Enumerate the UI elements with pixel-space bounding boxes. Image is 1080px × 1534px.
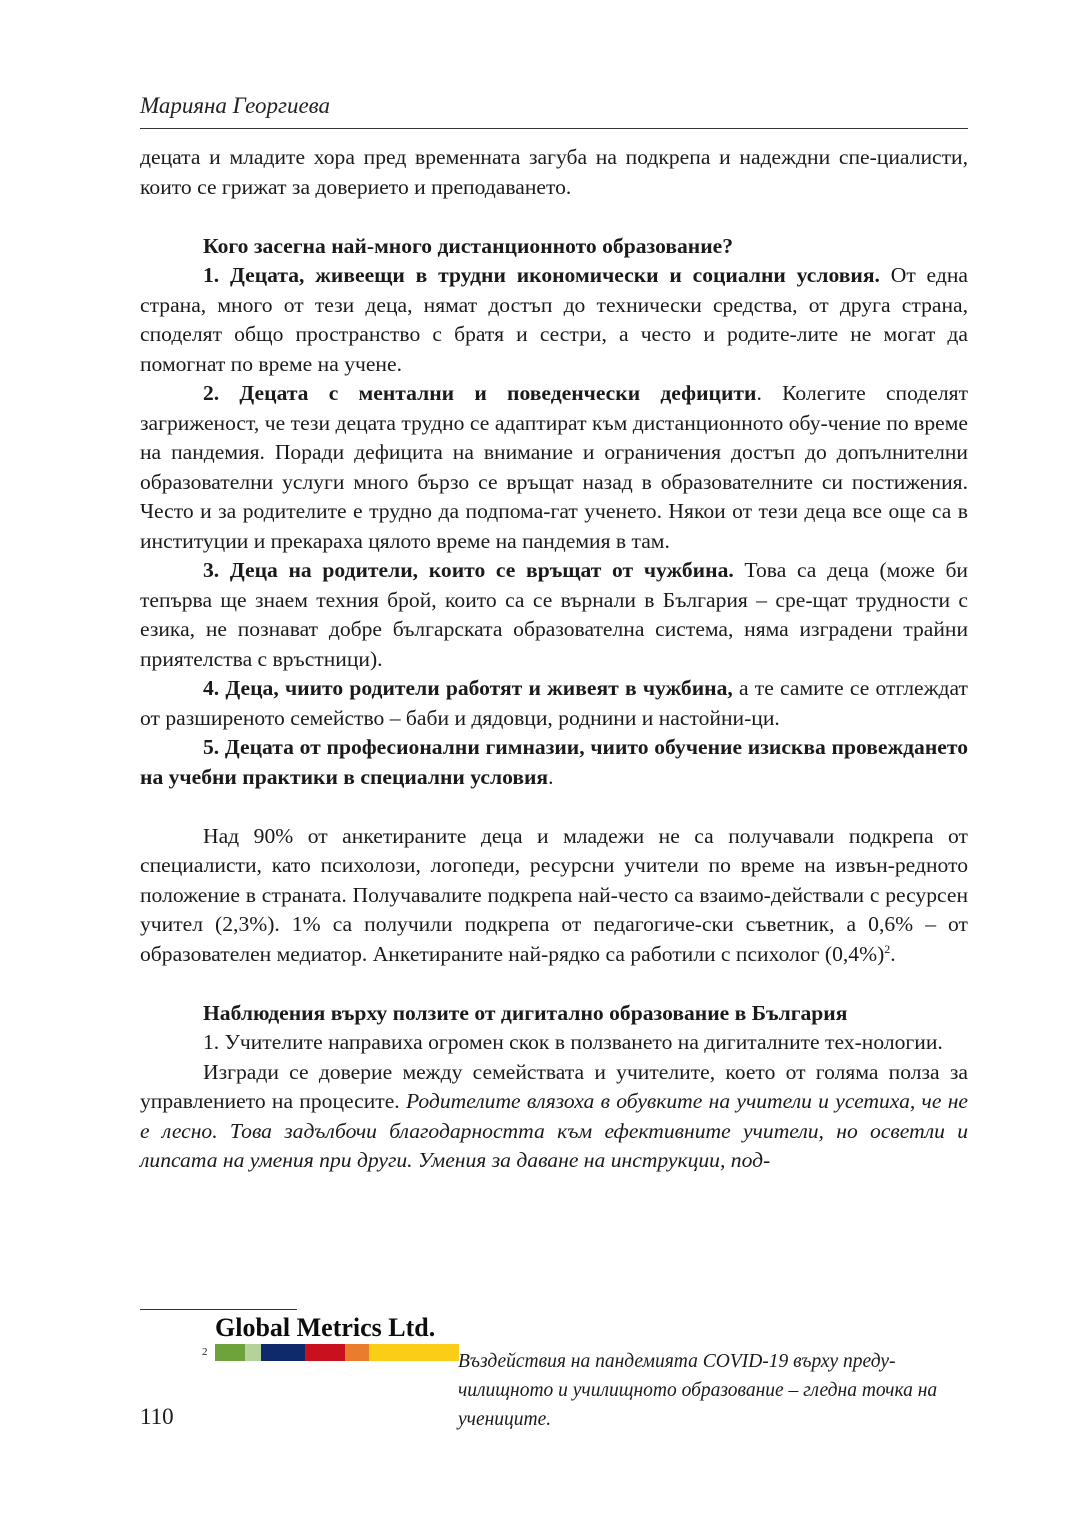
list-item [140, 261, 968, 379]
list-item-text: а те самите се отглеждат от разширеното семейство – баби и дядовци, роднини и настойни-ци. [140, 676, 968, 730]
intro-paragraph: децата и младите хора пред временната загуба на подкрепа и надеждни спе-циалисти, които се грижат за доверието и преподаването. [140, 145, 968, 199]
list-item-title: 1. Децата, живеещи в трудни икономически и социални условия. [203, 263, 880, 287]
footnote-text: Въздействия на пандемията COVID-19 върху преду-чилищното и училищното образование – гледна точка на учениците. [458, 1351, 938, 1430]
list-item-title: 3. Деца на родители, които се връщат от чужбина. [203, 558, 734, 582]
section-heading-observations: Наблюдения върху ползите от дигитално образование в България [203, 1000, 848, 1025]
list-item [140, 379, 968, 556]
running-head-author: Марияна Георгиева [140, 93, 330, 118]
header-rule [140, 128, 968, 129]
observation-1: 1. Учителите направиха огромен скок в ползването на дигиталните тех-нологии. [203, 1030, 943, 1054]
observation-2: Изгради се доверие между семействата и учителите, което от голяма полза за управлението на процесите. Родителите влязоха в обувките на учители и усетиха, че не е лесно. Това задълбочи благодарността към ефективните учители, но осветли и липсата на умения при други. Умения за даване на инструкции, под- [140, 1059, 969, 1172]
footnote-reference: 2 [884, 941, 891, 956]
list-item-title: 2. Децата с ментални и поведенчески дефицити [203, 381, 757, 405]
list-item [140, 674, 968, 733]
watermark-logo-text: Global Metrics Ltd. [215, 1313, 436, 1342]
list-item [140, 733, 968, 792]
stats-paragraph: Над 90% от анкетираните деца и младежи не са получавали подкрепа от специалисти, като психолози, логопеди, ресурсни учители по време на извън-редното положение в страната. Получавалите подкрепа най-често са взаимо-действали с ресурсен учител (2,3%). 1% са получили подкрепа от педагогиче-ски съветник, а 0,6% – от образователен медиатор. Анкетираните най-рядко са работили с психолог $(0,4\%)^2$. [140, 823, 968, 966]
body-text [140, 143, 968, 1176]
list-item-text: . Колегите споделят загриженост, че тези децата трудно се адаптират към дистанционното обу-чение по време на пандемия. Поради дефицита на внимание и ограничения достъп до допълнителни образователни услуги много бързо се връщат назад в образователните си постижения. Често и за родителите е трудно да подпома-гат ученето. Някои от тези деца все още са в институции и прекараха цялото време на пандемия в там. [140, 381, 968, 553]
footnote-number: 2 [202, 1346, 208, 1358]
footnote-rule [140, 1309, 297, 1310]
list-item-text: Това са деца (може би тепърва ще знаем техния брой, които са се върнали в България – сре-щат трудности с езика, не познават добре българската образователна система, няма изградени трайни приятелства с връстници). [140, 558, 968, 671]
list-item-text: От една страна, много от тези деца, нямат достъп до технически средства, от друга страна, споделят общо пространство с братя и сестри, а често и родите-лите не могат да помогнат по време на учене. [140, 263, 968, 376]
page-number: 110 [140, 1404, 174, 1429]
list-item-text: . [548, 764, 554, 789]
section-heading-affected: Кого засегна най-много дистанционното образование? [203, 233, 734, 258]
list-item-title: 5. Децата от професионални гимназии, чиито обучение изисква провеждането на учебни практики в специални условия [140, 735, 968, 789]
observation-2-italic: Родителите влязоха в обувките на учители и усетиха, че не е лесно. Това задълбочи благодарността към ефективните учители, но осветли и липсата на умения при други. Умения за даване на инструкции, под- [140, 1089, 969, 1172]
list-item-title: 4. Деца, чиито родители работят и живеят в чужбина, [203, 676, 733, 700]
list-item [140, 556, 968, 674]
